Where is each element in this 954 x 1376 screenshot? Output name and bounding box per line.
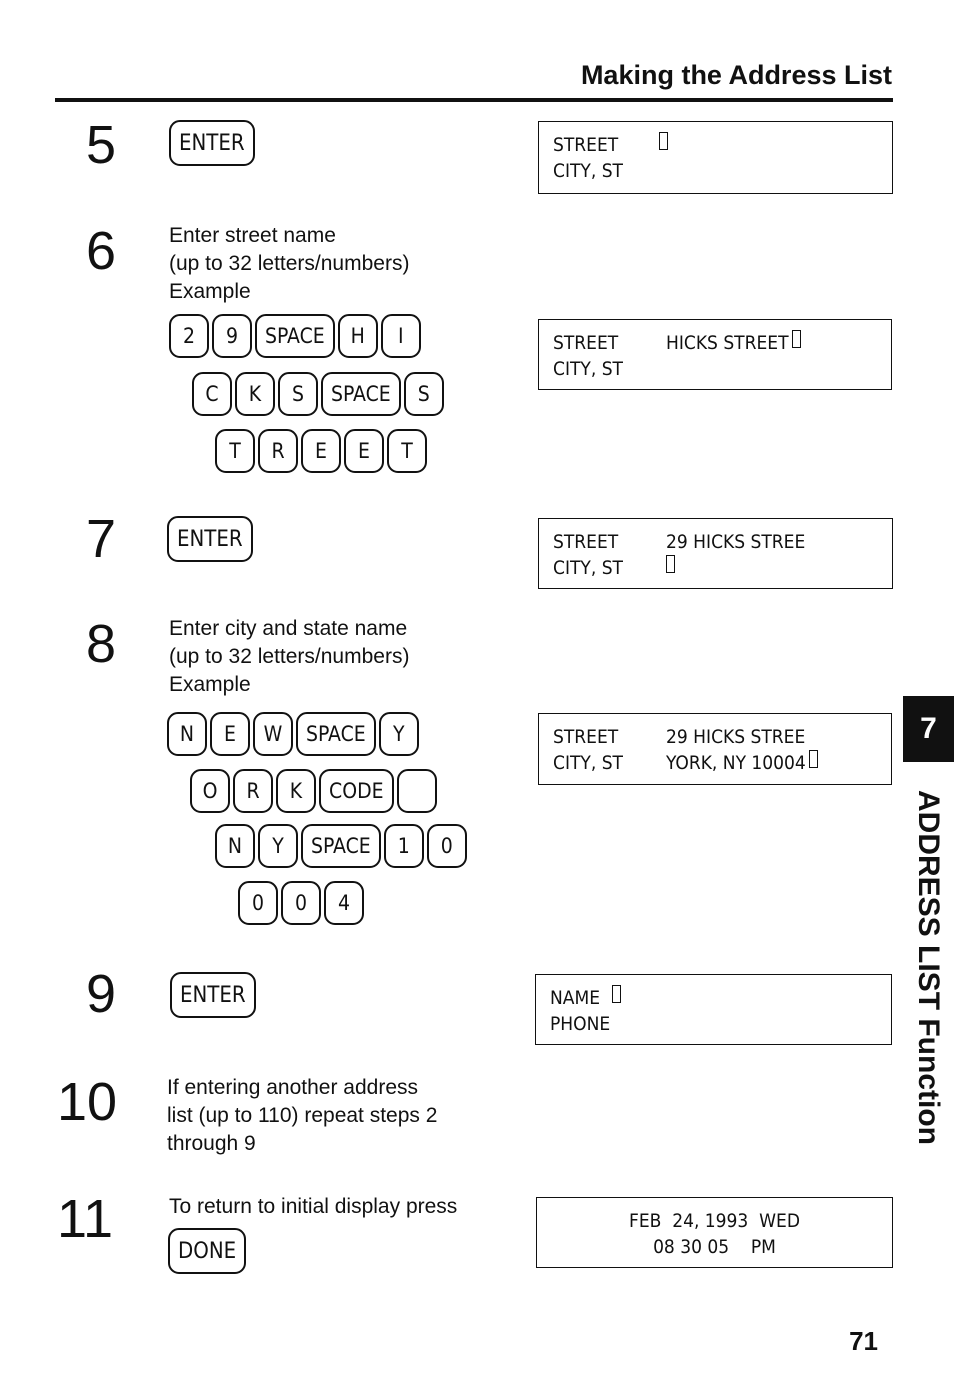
display-label: STREET <box>553 726 619 748</box>
instruction-line: through 9 <box>167 1132 256 1155</box>
cursor-icon <box>666 555 675 573</box>
key-w[interactable]: W <box>253 712 293 756</box>
space-key[interactable]: SPACE <box>255 314 335 358</box>
step-7-keys <box>167 516 253 562</box>
cursor-icon <box>792 330 801 348</box>
key-t[interactable]: T <box>215 429 255 473</box>
display-date: FEB 24, 1993 WED <box>628 1210 801 1232</box>
instruction-line: If entering another address <box>167 1076 418 1099</box>
cursor-icon <box>809 750 818 768</box>
instruction-line: To return to initial display press <box>169 1195 458 1218</box>
key-r[interactable]: R <box>258 429 298 473</box>
instruction-line: (up to 32 letters/numbers) <box>169 645 410 668</box>
step-6-instructions <box>169 222 409 306</box>
key-c[interactable]: C <box>192 372 232 416</box>
step-8-keys-row-1 <box>167 712 419 756</box>
enter-key[interactable]: ENTER <box>169 120 255 166</box>
step-5-keys <box>169 120 255 166</box>
key-e[interactable]: E <box>210 712 250 756</box>
step-6-keys-row-1 <box>169 314 421 358</box>
chapter-tab: 7 <box>903 696 954 762</box>
instruction-line: Enter street name <box>169 224 336 247</box>
key-o[interactable]: O <box>190 769 230 813</box>
step-number-7: 7 <box>86 509 117 569</box>
instruction-line: Example <box>169 673 251 696</box>
display-label: CITY, ST <box>553 557 623 579</box>
key-k[interactable]: K <box>235 372 275 416</box>
step-8-keys-row-3 <box>215 824 467 868</box>
header-rule <box>55 98 893 102</box>
instruction-line: Example <box>169 280 251 303</box>
step-9-keys <box>170 972 256 1018</box>
display-value: 29 HICKS STREE <box>666 726 806 748</box>
step-number-8: 8 <box>86 614 117 674</box>
display-value: YORK, NY 10004 <box>666 752 806 774</box>
display-value: HICKS STREET <box>666 332 789 354</box>
page-header-title: Making the Address List <box>580 60 892 90</box>
step-number-10: 10 <box>57 1072 118 1132</box>
instruction-line: list (up to 110) repeat steps 2 <box>167 1104 438 1127</box>
display-time: 08 30 05 PM <box>653 1236 776 1258</box>
key-n[interactable]: N <box>215 824 255 868</box>
step-6-keys-row-2 <box>192 372 444 416</box>
step-number-5: 5 <box>86 115 117 175</box>
step-9-display <box>535 974 892 1045</box>
display-label: STREET <box>553 332 619 354</box>
key-0[interactable]: 0 <box>427 824 467 868</box>
enter-key[interactable]: ENTER <box>170 972 256 1018</box>
key-y[interactable]: Y <box>379 712 419 756</box>
space-key[interactable]: SPACE <box>321 372 401 416</box>
key-e[interactable]: E <box>344 429 384 473</box>
step-number-6: 6 <box>86 221 117 281</box>
step-7-display <box>538 518 893 589</box>
display-label: NAME <box>550 987 601 1009</box>
display-label: STREET <box>553 531 619 553</box>
display-label: CITY, ST <box>553 358 623 380</box>
enter-key[interactable]: ENTER <box>167 516 253 562</box>
step-6-keys-row-3 <box>215 429 427 473</box>
key-4[interactable]: 4 <box>324 881 364 925</box>
chapter-side-title: ADDRESS LIST Function <box>912 790 945 1145</box>
page-number: 71 <box>849 1326 878 1356</box>
display-label: PHONE <box>550 1013 611 1035</box>
key-y[interactable]: Y <box>258 824 298 868</box>
display-value: 29 HICKS STREE <box>666 531 806 553</box>
key-e[interactable]: E <box>301 429 341 473</box>
cursor-icon <box>612 985 621 1003</box>
key-s[interactable]: S <box>278 372 318 416</box>
key-0[interactable]: 0 <box>238 881 278 925</box>
cursor-icon <box>659 132 668 150</box>
key-h[interactable]: H <box>338 314 378 358</box>
step-8-instructions <box>169 615 409 699</box>
space-key[interactable]: SPACE <box>296 712 376 756</box>
instruction-line: Enter city and state name <box>169 617 408 640</box>
display-label: STREET <box>553 134 619 156</box>
step-6-display <box>538 319 892 390</box>
key-9[interactable]: 9 <box>212 314 252 358</box>
step-8-keys-row-2 <box>190 769 437 813</box>
display-label: CITY, ST <box>553 160 623 182</box>
code-key[interactable]: CODE <box>319 769 394 813</box>
step-10-instructions <box>167 1074 437 1158</box>
step-8-keys-row-4 <box>238 881 364 925</box>
instruction-line: (up to 32 letters/numbers) <box>169 252 410 275</box>
key-0[interactable]: 0 <box>281 881 321 925</box>
step-5-display <box>538 121 893 194</box>
key-k[interactable]: K <box>276 769 316 813</box>
display-label: CITY, ST <box>553 752 623 774</box>
key-2[interactable]: 2 <box>169 314 209 358</box>
step-11-instructions <box>169 1193 457 1221</box>
step-number-9: 9 <box>86 964 117 1024</box>
key-i[interactable]: I <box>381 314 421 358</box>
key-t[interactable]: T <box>387 429 427 473</box>
space-key[interactable]: SPACE <box>301 824 381 868</box>
key-r[interactable]: R <box>233 769 273 813</box>
key-s[interactable]: S <box>404 372 444 416</box>
step-11-keys <box>168 1228 246 1274</box>
done-key[interactable]: DONE <box>168 1228 246 1274</box>
step-8-display <box>538 713 892 785</box>
step-11-display <box>536 1197 893 1268</box>
blank-key[interactable] <box>397 769 437 813</box>
key-n[interactable]: N <box>167 712 207 756</box>
step-number-11: 11 <box>57 1189 114 1249</box>
key-1[interactable]: 1 <box>384 824 424 868</box>
